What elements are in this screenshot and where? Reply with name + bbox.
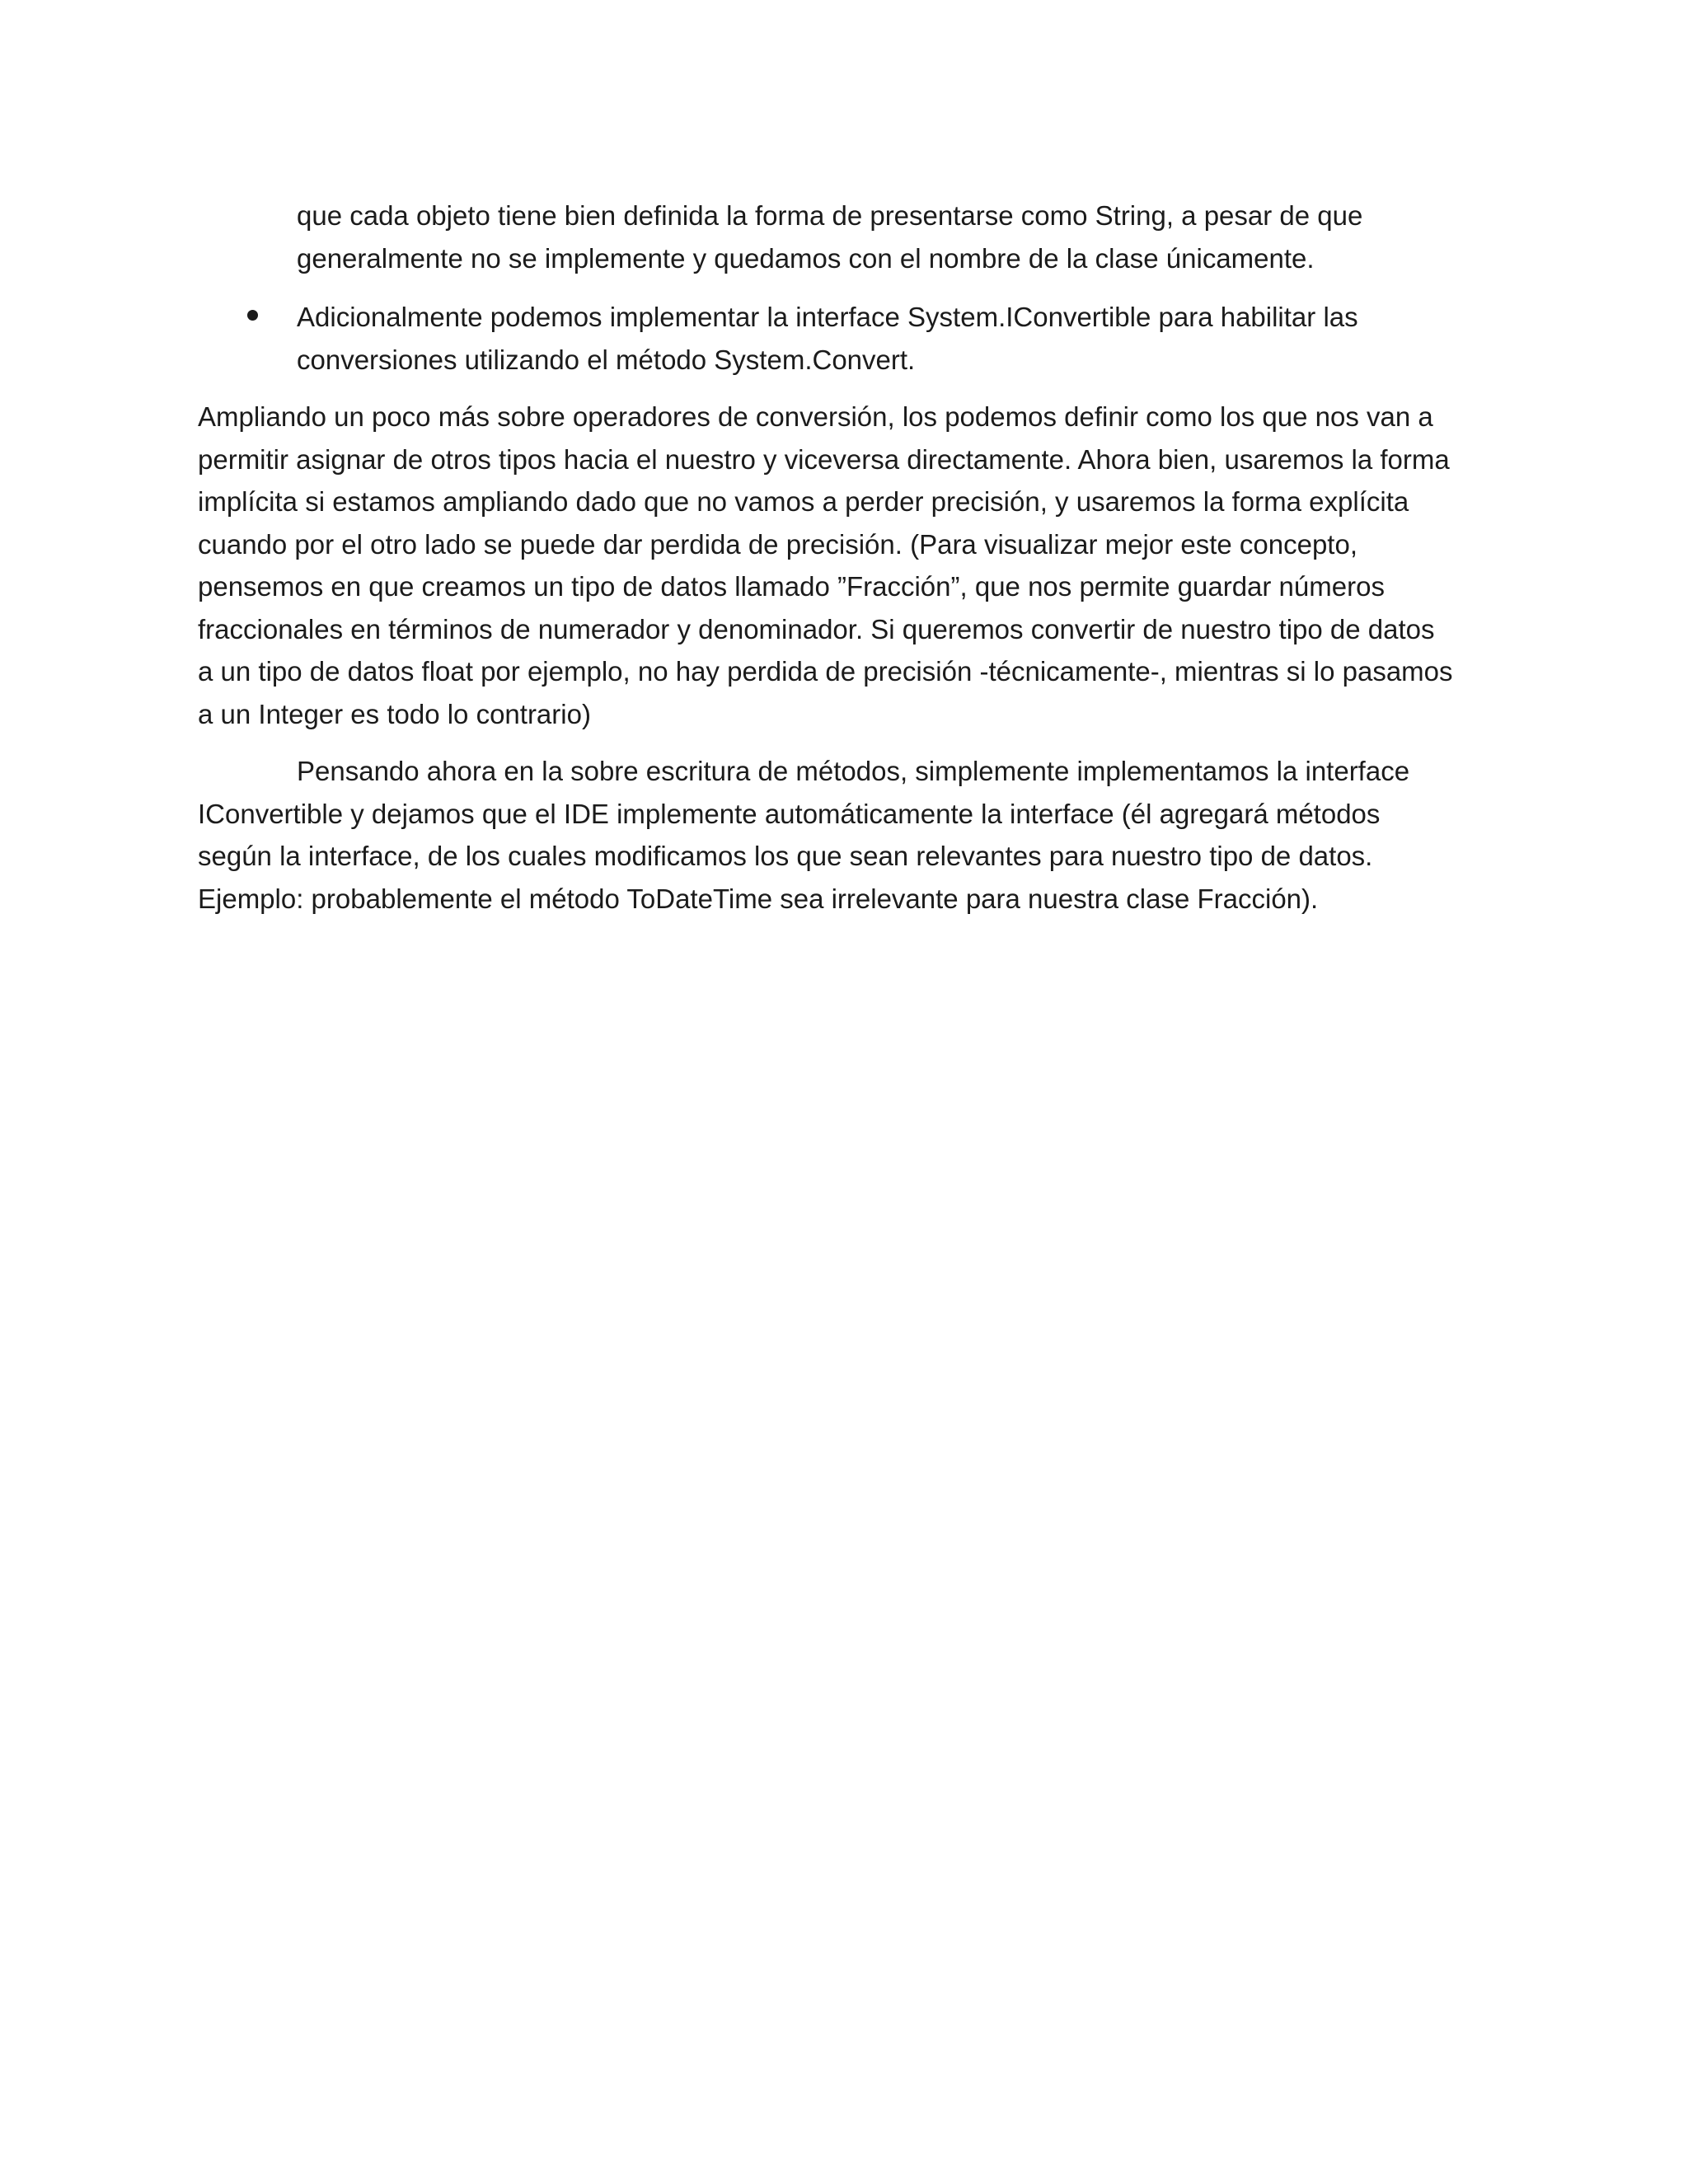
paragraph-method-override	[198, 750, 1484, 920]
bullet-continuation	[198, 194, 1484, 279]
text-line: cuando por el otro lado se puede dar perdida de precisión. (Para visualizar mejor este concepto,	[198, 528, 1357, 560]
paragraph-conversion-operators	[198, 396, 1484, 735]
text-line: según la interface, de los cuales modificamos los que sean relevantes para nuestro tipo de datos.	[198, 841, 1373, 871]
text-line: que cada objeto tiene bien definida la forma de presentarse como String, a pesar de que	[297, 200, 1363, 231]
text-line: Ampliando un poco más sobre operadores de conversión, los podemos definir como los que nos van a	[198, 401, 1433, 432]
text-line: IConvertible y dejamos que el IDE implemente automáticamente la interface (él agregará métodos	[198, 798, 1381, 829]
text-line: Ejemplo: probablemente el método ToDateTime sea irrelevante para nuestra clase Fracción).	[198, 883, 1319, 914]
text-line: a un Integer es todo lo contrario)	[198, 698, 591, 729]
bullet-icon	[247, 310, 258, 321]
text-line: fraccionales en términos de numerador y denominador. Si queremos convertir de nuestro tipo de datos	[198, 613, 1435, 644]
text-line: conversiones utilizando el método System.Convert.	[297, 344, 916, 375]
text-line: Pensando ahora en la sobre escritura de métodos, simplemente implementamos la interface	[297, 756, 1410, 786]
text-line: implícita si estamos ampliando dado que no vamos a perder precisión, y usaremos la forma explícita	[198, 486, 1409, 517]
text-line: permitir asignar de otros tipos hacia el nuestro y viceversa directamente. Ahora bien, usaremos la forma	[198, 443, 1450, 475]
text-line: pensemos en que creamos un tipo de datos llamado ”Fracción”, que nos permite guardar números	[198, 571, 1385, 602]
document-body	[198, 194, 1484, 920]
bullet-list-item	[198, 296, 1484, 381]
text-line: generalmente no se implemente y quedamos con el nombre de la clase únicamente.	[297, 242, 1315, 274]
text-line: a un tipo de datos float por ejemplo, no hay perdida de precisión -técnicamente-, mientras si lo pasamos	[198, 656, 1453, 687]
text-line: Adicionalmente podemos implementar la interface System.IConvertible para habilitar las	[297, 302, 1358, 332]
